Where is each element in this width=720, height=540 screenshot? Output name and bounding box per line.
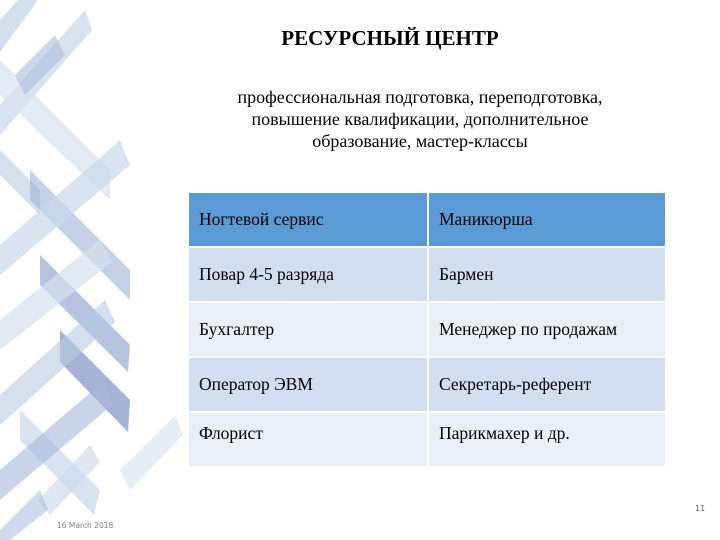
table-row [188,302,666,357]
table-cell: Бармен [428,247,666,302]
slide-title: РЕСУРСНЫЙ ЦЕНТР [281,26,499,50]
table-cell: Флорист [188,412,428,467]
table-cell: Оператор ЭВМ [188,357,428,412]
slide-date: 16 March 2018 [57,521,114,530]
table-row [188,412,666,467]
diagonal-stripes-decoration [0,0,183,540]
table-cell: Ногтевой сервис [188,192,428,247]
table-cell: Парикмахер и др. [428,412,666,467]
subtitle-line: образование, мастер-классы [312,131,528,151]
table-cell: Менеджер по продажам [428,302,666,357]
slide-number: 11 [695,504,706,513]
table-cell: Бухгалтер [188,302,428,357]
table-cell: Маникюрша [428,192,666,247]
professions-table [187,191,667,468]
subtitle-line: повышение квалификации, дополнительное [251,109,589,129]
slide-subtitle [160,86,680,152]
table-row [188,247,666,302]
table-row [188,192,666,247]
subtitle-line: профессиональная подготовка, переподготовка, [237,87,603,107]
table-row [188,357,666,412]
table-cell: Секретарь-референт [428,357,666,412]
table-cell: Повар 4-5 разряда [188,247,428,302]
